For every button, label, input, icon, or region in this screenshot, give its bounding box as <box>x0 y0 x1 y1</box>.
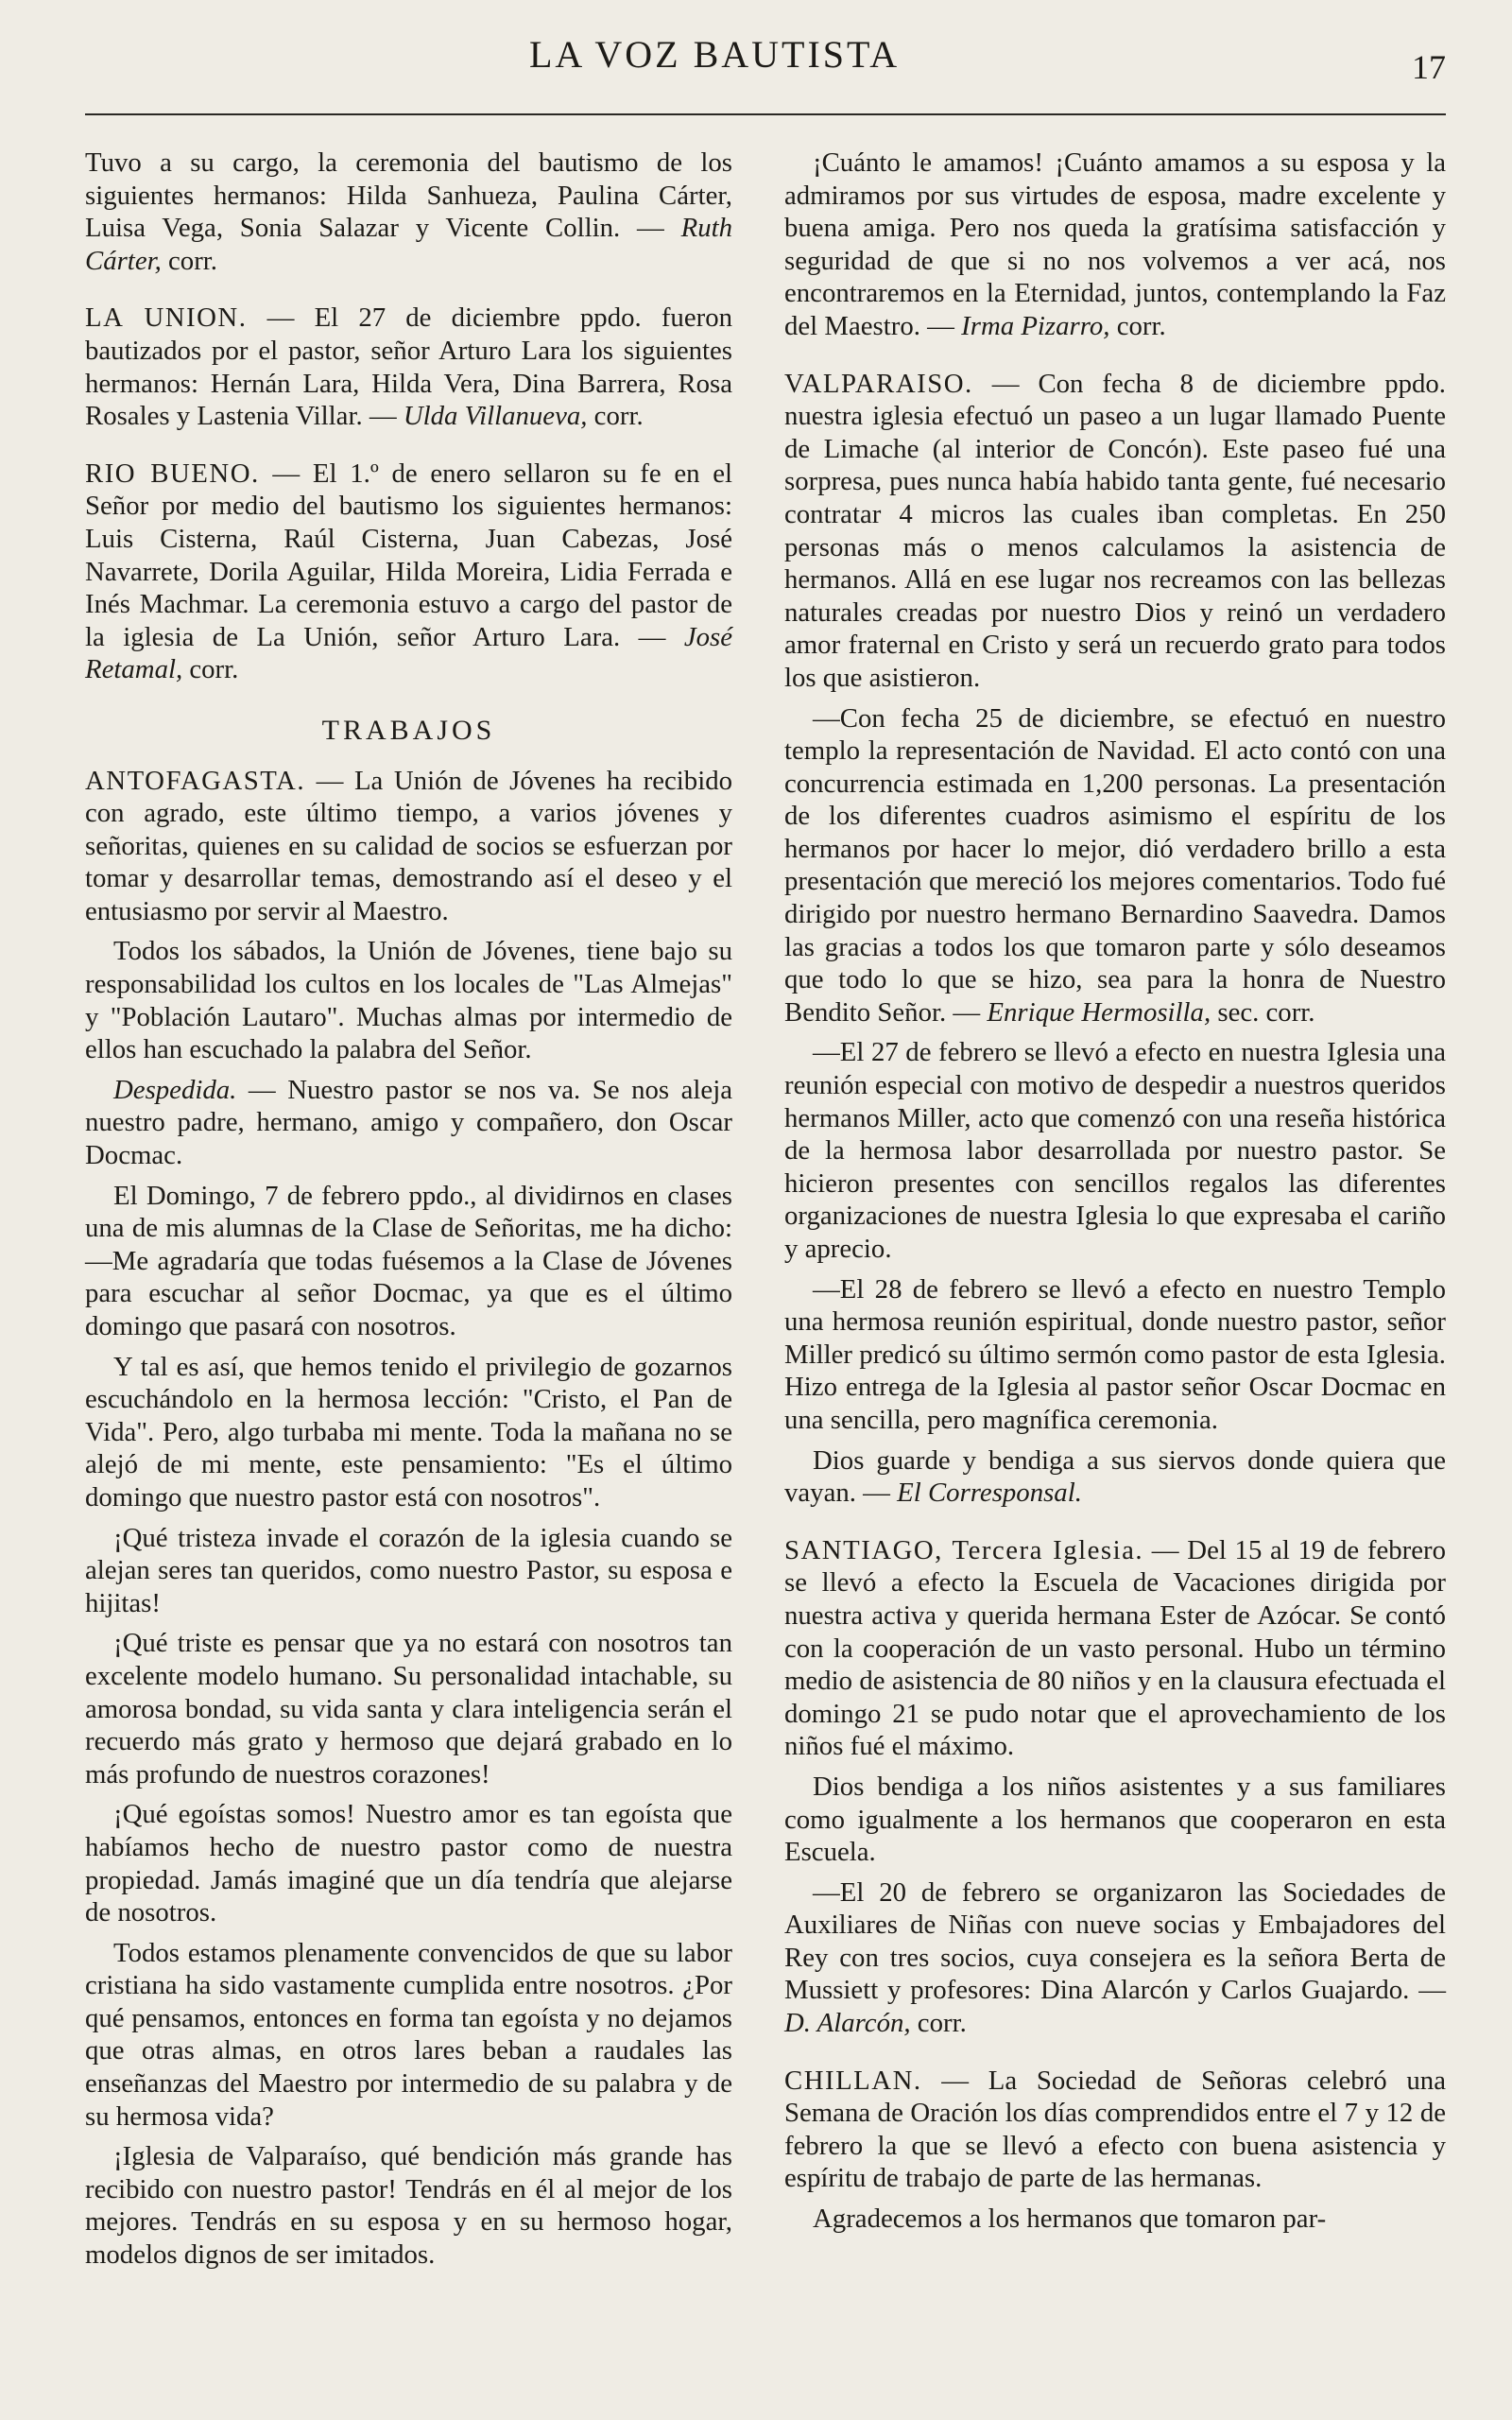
chillan-paragraph: CHILLAN. — La Sociedad de Señoras celebró una Semana de Oración los días comprendidos entre el 7 y 12 de febrero la que se llevó a efecto con buena asistencia y espíritu de trabajo de parte de las hermanas. <box>784 2065 1446 2194</box>
place-name: SANTIAGO, Tercera Iglesia. <box>784 1534 1144 1565</box>
correspondent-name: Ruth Cárter, <box>85 213 732 276</box>
correspondent-name: Ulda Villanueva, <box>403 401 588 432</box>
paragraph: ¡Iglesia de Valparaíso, qué bendición más grande has recibido con nuestro pastor! Tendrás en él al mejor de los mejores. Tendrás en su esposa y en su hermoso hogar, modelos dignos de ser imitados. <box>85 2141 732 2271</box>
paragraph: Dios bendiga a los niños asistentes y a sus familiares como igualmente a los hermanos que cooperaron en esta Escuela. <box>784 1771 1446 1868</box>
place-name: ANTOFAGASTA. <box>85 765 306 796</box>
farewell-paragraph: ¡Cuánto le amamos! ¡Cuánto amamos a su esposa y la admiramos por sus virtudes de esposa, madre excelente y buena amiga. Pero nos queda la gratísima satisfacción y seguridad de que si no nos volvemos a ver acá, nos encontraremos en la Eternidad, juntos, contemplando la Faz del Maestro. — Irma Pizarro, corr. <box>784 147 1446 341</box>
paragraph: —El 27 de febrero se llevó a efecto en nuestra Iglesia una reunión especial con motivo de despedir a nuestros queridos hermanos Miller, acto que comenzó con una reseña histórica de la hermosa labor desarrollada por nuestro pastor. Se hicieron presentes con sencillos regalos las diferentes organizaciones de nuestra Iglesia lo que expresaba el cariño y aprecio. <box>784 1037 1446 1264</box>
navidad-paragraph: —Con fecha 25 de diciembre, se efectuó en nuestro templo la representación de Navidad. El acto contó con una concurrencia estimada en 1,200 personas. La presentación de los diferentes cuadros asimismo el espíritu de los hermanos por hacer lo mejor, dió verdadero brillo a esta presentación que mereció los mejores comentarios. Todo fué dirigido por nuestro hermano Bernardino Saavedra. Damos las gracias a todos los que tomaron parte y sólo deseamos que todo lo que se hizo, sea para la honra de Nuestro Bendito Señor. — Enrique Hermosilla, sec. corr. <box>784 702 1446 1028</box>
paragraph: Agradecemos a los hermanos que tomaron par- <box>813 2204 1327 2235</box>
paragraph: Y tal es así, que hemos tenido el privilegio de gozarnos escuchándolo en la hermosa lección: "Cristo, el Pan de Vida". Pero, algo turbaba mi mente. Toda la mañana no se alejó de mi mente, este pensamiento: "Es el último domingo que nuestro pastor está con nosotros". <box>85 1351 732 1512</box>
section-heading: TRABAJOS <box>321 714 496 746</box>
correspondent-name: Enrique Hermosilla, <box>987 996 1211 1028</box>
place-name: CHILLAN. <box>784 2065 922 2096</box>
subsection-label: Despedida. <box>113 1074 237 1105</box>
antofagasta-paragraph: ANTOFAGASTA. — La Unión de Jóvenes ha recibido con agrado, este último tiempo, a varios jóvenes y señoritas, quienes en su calidad de socios se esfuerzan por tomar y desarrollar temas, demostrando así el deseo y el entusiasmo por servir al Maestro. <box>85 765 732 926</box>
despedida-paragraph: Despedida. — Nuestro pastor se nos va. Se nos aleja nuestro padre, hermano, amigo y compañero, don Oscar Docmac. <box>85 1074 732 1171</box>
rio-bueno-paragraph: RIO BUENO. — El 1.º de enero sellaron su fe en el Señor por medio del bautismo los siguientes hermanos: Luis Cisterna, Raúl Cisterna, Juan Cabezas, José Navarrete, Dorila Aguilar, Hilda Moreira, Lidia Ferrada e Inés Machmar. La ceremonia estuvo a cargo del pastor de la iglesia de La Unión, señor Arturo Lara. — José Retamal, corr. <box>85 458 733 685</box>
left-column <box>85 147 732 2279</box>
valparaiso-paragraph: VALPARAISO. — Con fecha 8 de diciembre ppdo. nuestra iglesia efectuó un paseo a un lugar llamado Puente de Limache (al interior de Concón). Este paseo fué una sorpresa, pues nunca había habido tanta gente, fué necesario contratar 4 micros las cuales iban completas. En 250 personas más o menos calculamos la asistencia de hermanos. Allá en ese lugar nos recreamos con las bellezas naturales creadas por nuestro Dios y reinó un verdadero amor fraternal en Cristo y será un recuerdo grato para todos los que asistieron. <box>784 368 1446 693</box>
paragraph: Todos estamos plenamente convencidos de que su labor cristiana ha sido vastamente cumplida entre nosotros. ¿Por qué pensamos, entonces en forma tan egoísta y no dejamos que otras almas, en otros lares beban a raudales las enseñanzas del Maestro por intermedio de su palabra y de su hermosa vida? <box>85 1937 732 2132</box>
place-name: VALPARAISO. <box>784 368 973 399</box>
paragraph: El Domingo, 7 de febrero ppdo., al dividirnos en clases una de mis alumnas de la Clase de Señoritas, me ha dicho: —Me agradaría que todas fuésemos a la Clase de Jóvenes para escuchar al señor Docmac, ya que es el último domingo que pasará con nosotros. <box>85 1180 732 1341</box>
header-rule <box>85 113 1446 115</box>
baptism-report-paragraph: Tuvo a su cargo, la ceremonia del bautismo de los siguientes hermanos: Hilda Sanhueza, Paulina Cárter, Luisa Vega, Sonia Salazar y Vicente Collin. — Ruth Cárter, corr. <box>85 147 732 276</box>
blessing-paragraph: Dios guarde y bendiga a sus siervos donde quiera que vayan. — El Corresponsal. <box>784 1444 1446 1509</box>
page-header <box>85 28 1446 132</box>
paragraph: —El 28 de febrero se llevó a efecto en nuestro Templo una hermosa reunión espiritual, donde nuestro pastor, señor Miller predicó su último sermón como pastor de esta Iglesia. Hizo entrega de la Iglesia al pastor señor Oscar Docmac en una sencilla, pero magnífica ceremonia. <box>784 1273 1446 1435</box>
place-name: RIO BUENO. <box>85 458 260 489</box>
page-number: 17 <box>1412 48 1446 86</box>
paragraph: Todos los sábados, la Unión de Jóvenes, tiene bajo su responsabilidad los cultos en los locales de "Las Almejas" y "Población Lautaro". Muchas almas por intermedio de ellos han escuchado la palabra del Señor. <box>85 936 732 1065</box>
santiago-paragraph: SANTIAGO, Tercera Iglesia. — Del 15 al 19 de febrero se llevó a efecto la Escuela de Vacaciones dirigida por nuestra activa y querida hermana Ester de Azócar. Se contó con la cooperación de un vasto personal. Hubo un término medio de asistencia de 80 niños y en la clausura efectuada el domingo 21 se pudo notar que el aprovechamiento de los niños fué el máximo. <box>784 1534 1446 1762</box>
right-column <box>784 147 1446 2243</box>
paragraph: ¡Qué tristeza invade el corazón de la iglesia cuando se alejan seres tan queridos, como nuestro Pastor, su esposa e hijitas! <box>85 1522 732 1618</box>
publication-title: LA VOZ BAUTISTA <box>529 33 901 76</box>
correspondent-name: D. Alarcón, <box>784 2008 911 2039</box>
place-name: LA UNION. <box>85 302 248 334</box>
correspondent-name: El Corresponsal. <box>897 1478 1082 1509</box>
paragraph: ¡Qué egoístas somos! Nuestro amor es tan egoísta que habíamos hecho de nuestro pastor como de nuestra propiedad. Jamás imaginé que un día tendría que alejarse de nosotros. <box>85 1799 732 1928</box>
societies-paragraph: —El 20 de febrero se organizaron las Sociedades de Auxiliares de Niñas con nueve socias y Embajadores del Rey con tres socios, cuya consejera es la señora Berta de Mussiett y profesores: Dina Alarcón y Carlos Guajardo. — D. Alarcón, corr. <box>784 1876 1446 2039</box>
correspondent-name: Irma Pizarro, <box>961 310 1110 341</box>
correspondent-name: José Retamal, <box>85 621 733 685</box>
la-union-paragraph: LA UNION. — El 27 de diciembre ppdo. fueron bautizados por el pastor, señor Arturo Lara los siguientes hermanos: Hernán Lara, Hilda Vera, Dina Barrera, Rosa Rosales y Lastenia Villar. — Ulda Villanueva, corr. <box>85 302 733 432</box>
paragraph: ¡Qué triste es pensar que ya no estará con nosotros tan excelente modelo humano. Su personalidad intachable, su amorosa bondad, su vida santa y clara inteligencia serán el recuerdo más grato y hermoso que dejará grabado en lo más profundo de nuestros corazones! <box>85 1628 732 1789</box>
